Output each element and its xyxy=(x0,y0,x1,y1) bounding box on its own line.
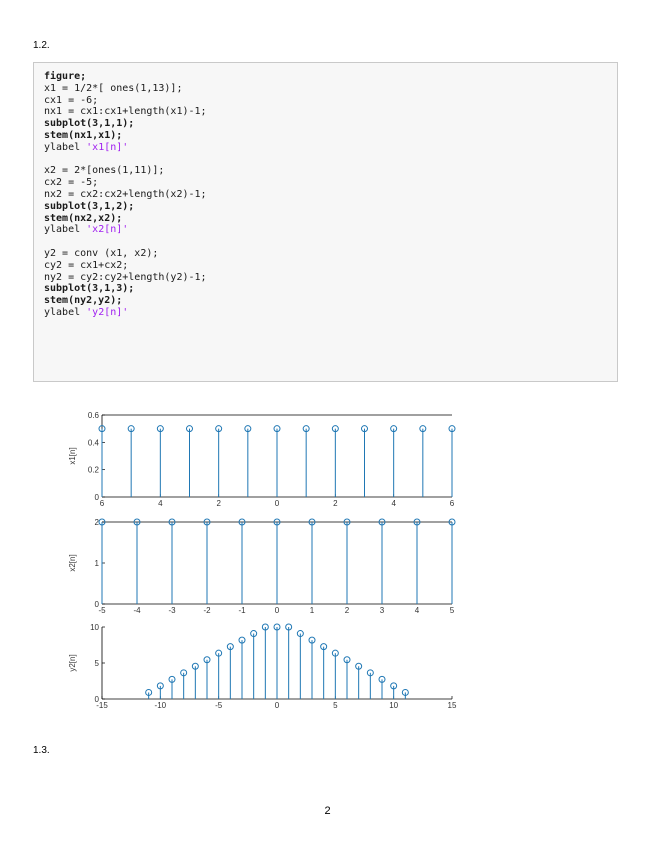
x-tick-label: 0 xyxy=(274,499,280,508)
code-token: cx1 = -6; xyxy=(44,94,99,106)
code-line xyxy=(44,295,617,307)
y-tick-label: 0 xyxy=(94,600,99,609)
x-tick-label: -5 xyxy=(98,606,106,615)
x-tick-label: -2 xyxy=(203,606,211,615)
y-tick-label: 0 xyxy=(94,493,99,502)
x-tick-label: 10 xyxy=(389,701,399,710)
code-string: 'y2[n]' xyxy=(86,306,129,318)
code-line xyxy=(44,95,617,107)
code-line xyxy=(44,165,617,177)
x-tick-label: -15 xyxy=(96,701,108,710)
code-token: y2 = conv (x1, x2); xyxy=(44,247,159,259)
subplot-2 xyxy=(68,518,455,615)
x-tick-label: 15 xyxy=(447,701,457,710)
x-tick-label: 4 xyxy=(158,499,163,508)
x-tick-label: 0 xyxy=(274,701,280,710)
figure-svg xyxy=(60,405,480,715)
x-tick-label: 6 xyxy=(99,499,105,508)
code-token: ylabel xyxy=(44,141,87,153)
code-token: ny2 = cy2:cy2+length(y2)-1; xyxy=(44,271,207,283)
code-line xyxy=(44,83,617,95)
subplot-3 xyxy=(68,623,457,710)
code-string: 'x2[n]' xyxy=(86,224,129,236)
code-token: figure; xyxy=(44,71,87,82)
code-listing xyxy=(33,62,618,382)
code-string: 'x1[n]' xyxy=(86,141,129,153)
code-line xyxy=(44,106,617,118)
y-tick-label: 2 xyxy=(94,518,99,527)
code-line xyxy=(44,142,617,154)
x-tick-label: 2 xyxy=(344,606,350,615)
section-label-1-2: 1.2. xyxy=(33,40,50,51)
code-token: nx2 = cx2:cx2+length(x2)-1; xyxy=(44,188,207,200)
y-tick-label: 0.6 xyxy=(87,411,99,420)
code-line xyxy=(44,213,617,225)
x-tick-label: 3 xyxy=(379,606,385,615)
code-token: stem(nx1,x1); xyxy=(44,129,123,141)
y-tick-label: 0 xyxy=(94,695,99,704)
y-tick-label: 10 xyxy=(90,623,99,632)
x-tick-label: 1 xyxy=(309,606,315,615)
x-tick-label: 0 xyxy=(274,606,280,615)
code-token: stem(nx2,x2); xyxy=(44,212,123,224)
section-label-1-3: 1.3. xyxy=(33,745,50,756)
code-line xyxy=(44,248,617,260)
y-axis-label: x2[n] xyxy=(68,554,77,572)
x-tick-label: -5 xyxy=(215,701,223,710)
x-tick-label: -10 xyxy=(154,701,167,710)
page-number: 2 xyxy=(324,805,331,817)
subplot-1 xyxy=(68,411,455,508)
y-axis-label: y2[n] xyxy=(68,654,77,672)
code-token: stem(ny2,y2); xyxy=(44,295,123,307)
code-token: x2 = 2*[ones(1,11)]; xyxy=(44,165,165,177)
code-line xyxy=(44,154,617,166)
y-tick-label: 5 xyxy=(94,659,99,668)
stem-plot-figure xyxy=(60,405,480,715)
code-line xyxy=(44,224,617,236)
code-token: subplot(3,1,3); xyxy=(44,283,135,295)
x-tick-label: 4 xyxy=(414,606,420,615)
code-token: subplot(3,1,1); xyxy=(44,118,135,130)
code-line xyxy=(44,283,617,295)
y-tick-label: 0.4 xyxy=(87,438,99,448)
x-tick-label: -1 xyxy=(238,606,246,615)
code-line xyxy=(44,307,617,319)
code-line xyxy=(44,236,617,248)
code-token: ylabel xyxy=(44,306,87,318)
x-tick-label: 2 xyxy=(216,499,221,508)
code-line xyxy=(44,260,617,272)
code-line xyxy=(44,118,617,130)
x-tick-label: 5 xyxy=(333,701,338,710)
y-tick-label: 1 xyxy=(94,559,99,568)
code-token: x1 = 1/2*[ ones(1,13)]; xyxy=(44,82,183,94)
code-line xyxy=(44,189,617,201)
code-token: nx1 = cx1:cx1+length(x1)-1; xyxy=(44,106,207,118)
y-axis-label: x1[n] xyxy=(68,447,77,465)
code-line xyxy=(44,71,617,83)
x-tick-label: 4 xyxy=(391,499,396,508)
x-tick-label: 2 xyxy=(333,499,338,508)
x-tick-label: 6 xyxy=(449,499,455,508)
code-token: cy2 = cx1+cx2; xyxy=(44,259,129,271)
code-token: subplot(3,1,2); xyxy=(44,200,135,212)
y-tick-label: 0.2 xyxy=(87,465,99,475)
code-line xyxy=(44,130,617,142)
code-line xyxy=(44,272,617,284)
code-token: ylabel xyxy=(44,224,87,236)
x-tick-label: -3 xyxy=(168,606,176,615)
x-tick-label: -4 xyxy=(133,606,141,615)
code-line xyxy=(44,177,617,189)
code-token: cx2 = -5; xyxy=(44,177,99,189)
code-line xyxy=(44,201,617,213)
x-tick-label: 5 xyxy=(449,606,455,615)
